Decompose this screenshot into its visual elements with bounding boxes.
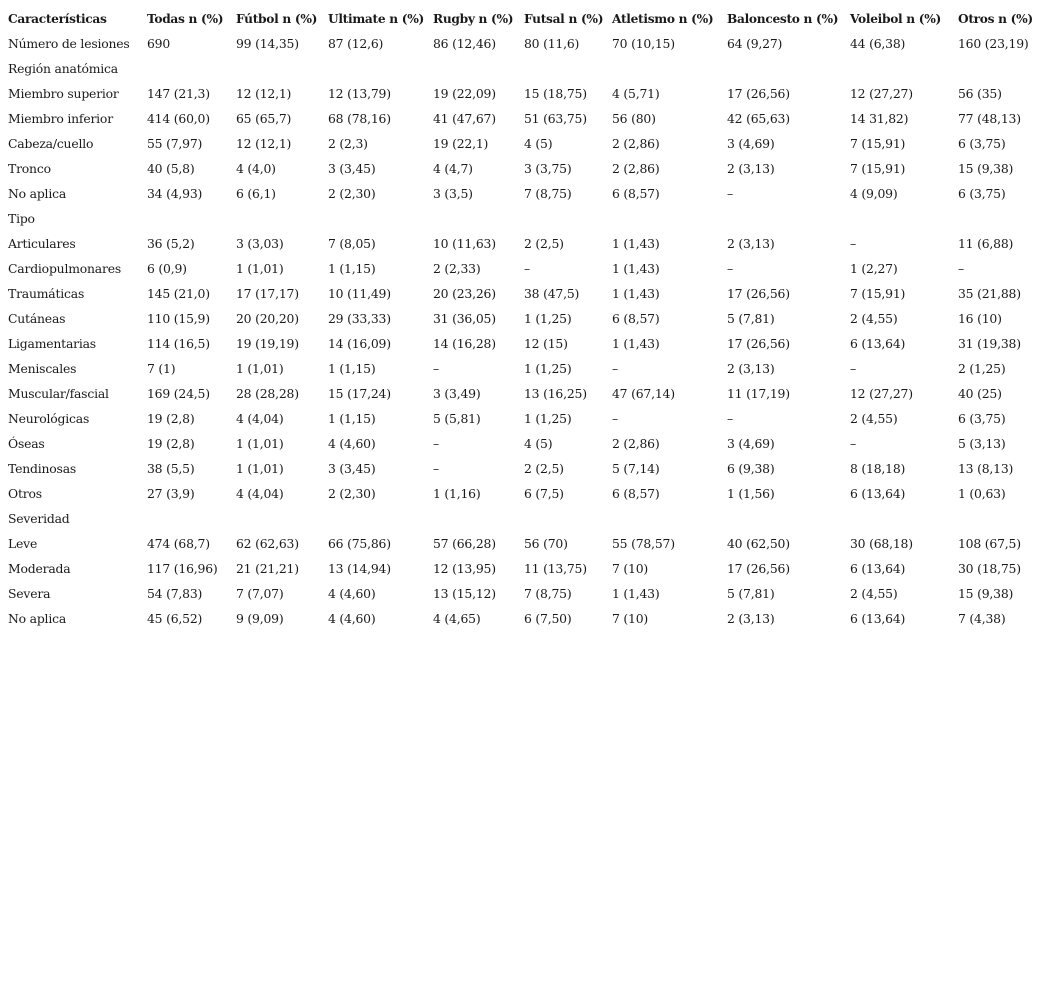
- table-cell: 6 (9,38): [727, 461, 775, 476]
- table-cell: –: [850, 361, 856, 376]
- table-cell: 14 (16,09): [328, 336, 391, 351]
- table-cell: 64 (9,27): [727, 36, 783, 51]
- table-cell: 19 (19,19): [236, 336, 299, 351]
- table-cell: 38 (5,5): [147, 461, 195, 476]
- row-label-cell: Cutáneas: [8, 311, 66, 326]
- table-cell: 4 (4,60): [328, 586, 376, 601]
- table-cell: 6 (13,64): [850, 611, 906, 626]
- table-cell: 13 (8,13): [958, 461, 1014, 476]
- table-cell: 1 (1,25): [524, 311, 572, 326]
- table-cell: 6 (8,57): [612, 186, 660, 201]
- table-cell: 4 (4,7): [433, 161, 473, 176]
- table-cell: [950, 206, 1044, 231]
- table-cell: 12 (13,79): [328, 86, 391, 101]
- table-cell: 2 (2,30): [328, 186, 376, 201]
- table-row: [0, 531, 1044, 556]
- table-cell: 36 (5,2): [147, 236, 195, 251]
- table-cell: 10 (11,49): [328, 286, 391, 301]
- table-cell: [604, 506, 719, 531]
- row-label-cell: Tipo: [8, 211, 35, 226]
- table-body: [0, 31, 1044, 631]
- table-cell: 3 (3,75): [524, 161, 572, 176]
- table-cell: 12 (27,27): [850, 86, 913, 101]
- table-cell: [719, 56, 842, 81]
- table-cell: 6 (7,5): [524, 486, 564, 501]
- table-cell: 2 (2,86): [612, 436, 660, 451]
- table-cell: 6 (3,75): [958, 136, 1006, 151]
- table-cell: 474 (68,7): [147, 536, 210, 551]
- table-cell: 7 (8,75): [524, 186, 572, 201]
- table-row: [0, 231, 1044, 256]
- table-cell: 15 (9,38): [958, 161, 1014, 176]
- table-cell: –: [727, 261, 733, 276]
- table-cell: 5 (5,81): [433, 411, 481, 426]
- table-cell: 7 (15,91): [850, 161, 906, 176]
- column-header: Todas n (%): [147, 11, 224, 26]
- table-row: [0, 256, 1044, 281]
- table-cell: 19 (22,1): [433, 136, 489, 151]
- table-cell: 17 (26,56): [727, 561, 790, 576]
- table-cell: 6 (0,9): [147, 261, 187, 276]
- table-cell: 34 (4,93): [147, 186, 203, 201]
- column-header: Baloncesto n (%): [727, 11, 839, 26]
- table-row: [0, 331, 1044, 356]
- column-header: Ultimate n (%): [328, 11, 424, 26]
- table-cell: [516, 206, 604, 231]
- table-cell: 1 (1,43): [612, 236, 660, 251]
- table-cell: 12 (12,1): [236, 86, 292, 101]
- table-cell: 6 (13,64): [850, 561, 906, 576]
- table-cell: 5 (7,81): [727, 311, 775, 326]
- table-cell: 7 (1): [147, 361, 176, 376]
- table-cell: 6 (13,64): [850, 336, 906, 351]
- table-row: [0, 506, 1044, 531]
- table-cell: [950, 56, 1044, 81]
- table-cell: 4 (4,60): [328, 436, 376, 451]
- table-cell: 4 (5): [524, 136, 553, 151]
- table-cell: 17 (26,56): [727, 336, 790, 351]
- table-cell: 3 (3,45): [328, 161, 376, 176]
- table-cell: 6 (8,57): [612, 311, 660, 326]
- row-label-cell: Cardiopulmonares: [8, 261, 122, 276]
- table-cell: 7 (8,05): [328, 236, 376, 251]
- table-cell: 14 31,82): [850, 111, 909, 126]
- table-cell: 11 (17,19): [727, 386, 790, 401]
- row-label-cell: Tronco: [8, 161, 51, 176]
- table-row: [0, 431, 1044, 456]
- table-cell: 2 (3,13): [727, 611, 775, 626]
- table-cell: 7 (10): [612, 561, 649, 576]
- table-cell: –: [727, 411, 733, 426]
- table-cell: [950, 506, 1044, 531]
- table-cell: [842, 506, 950, 531]
- table-cell: 2 (2,5): [524, 461, 564, 476]
- table-cell: [719, 206, 842, 231]
- table-cell: 66 (75,86): [328, 536, 391, 551]
- row-label-cell: No aplica: [8, 186, 67, 201]
- table-cell: 7 (4,38): [958, 611, 1006, 626]
- table-cell: 1 (1,16): [433, 486, 481, 501]
- table-cell: 2 (2,86): [612, 136, 660, 151]
- table-cell: 57 (66,28): [433, 536, 496, 551]
- table-cell: 1 (1,01): [236, 261, 284, 276]
- table-cell: –: [433, 436, 439, 451]
- table-cell: 55 (78,57): [612, 536, 675, 551]
- table-cell: 114 (16,5): [147, 336, 210, 351]
- table-cell: 2 (3,13): [727, 361, 775, 376]
- table-cell: 4 (5,71): [612, 86, 660, 101]
- row-label-cell: Leve: [8, 536, 38, 551]
- table-cell: [320, 206, 425, 231]
- table-cell: [320, 56, 425, 81]
- row-label-cell: Neurológicas: [8, 411, 90, 426]
- table-cell: 1 (1,43): [612, 586, 660, 601]
- table-cell: 14 (16,28): [433, 336, 496, 351]
- table-cell: 70 (10,15): [612, 36, 675, 51]
- table-cell: 21 (21,21): [236, 561, 299, 576]
- table-cell: 40 (62,50): [727, 536, 790, 551]
- table-cell: 2 (3,13): [727, 236, 775, 251]
- table-cell: –: [524, 261, 530, 276]
- table-cell: 414 (60,0): [147, 111, 210, 126]
- table-cell: 690: [147, 36, 171, 51]
- table-row: [0, 381, 1044, 406]
- table-row: [0, 81, 1044, 106]
- table-cell: [516, 56, 604, 81]
- table-cell: 15 (17,24): [328, 386, 391, 401]
- table-row: [0, 206, 1044, 231]
- table-cell: 2 (1,25): [958, 361, 1006, 376]
- table-cell: 17 (26,56): [727, 86, 790, 101]
- table-cell: 56 (70): [524, 536, 568, 551]
- table-cell: [139, 56, 228, 81]
- table-cell: 6 (8,57): [612, 486, 660, 501]
- table-cell: 28 (28,28): [236, 386, 299, 401]
- table-cell: 117 (16,96): [147, 561, 218, 576]
- table-row: [0, 406, 1044, 431]
- table-cell: [604, 56, 719, 81]
- table-cell: 2 (2,30): [328, 486, 376, 501]
- row-label-cell: Óseas: [8, 436, 45, 451]
- table-cell: 30 (18,75): [958, 561, 1021, 576]
- table-row: [0, 481, 1044, 506]
- table-cell: 1 (0,63): [958, 486, 1006, 501]
- table-cell: 20 (23,26): [433, 286, 496, 301]
- table-cell: 13 (16,25): [524, 386, 587, 401]
- column-header-characteristics: Características: [8, 11, 107, 26]
- table-cell: 13 (14,94): [328, 561, 391, 576]
- table-cell: 6 (3,75): [958, 186, 1006, 201]
- table-cell: 4 (4,60): [328, 611, 376, 626]
- table-cell: 62 (62,63): [236, 536, 299, 551]
- table-cell: 2 (4,55): [850, 586, 898, 601]
- table-cell: 7 (15,91): [850, 136, 906, 151]
- table-row: [0, 556, 1044, 581]
- table-cell: 1 (1,25): [524, 361, 572, 376]
- table-cell: [425, 206, 516, 231]
- table-cell: 4 (5): [524, 436, 553, 451]
- table-cell: 99 (14,35): [236, 36, 299, 51]
- table-cell: 55 (7,97): [147, 136, 203, 151]
- row-label-cell: Número de lesiones: [8, 36, 130, 51]
- row-label-cell: Región anatómica: [8, 61, 118, 76]
- table-cell: 13 (15,12): [433, 586, 496, 601]
- table-cell: 19 (2,8): [147, 436, 195, 451]
- table-cell: 12 (13,95): [433, 561, 496, 576]
- table-cell: 169 (24,5): [147, 386, 210, 401]
- table-cell: 1 (1,01): [236, 461, 284, 476]
- table-cell: 6 (3,75): [958, 411, 1006, 426]
- header-row: [0, 6, 1044, 31]
- row-label-cell: Otros: [8, 486, 42, 501]
- table-cell: 19 (2,8): [147, 411, 195, 426]
- table-cell: 12 (15): [524, 336, 568, 351]
- table-cell: 41 (47,67): [433, 111, 496, 126]
- table-row: [0, 31, 1044, 56]
- table-cell: 110 (15,9): [147, 311, 210, 326]
- table-cell: [516, 506, 604, 531]
- table-cell: 4 (4,04): [236, 411, 284, 426]
- table-cell: 17 (17,17): [236, 286, 299, 301]
- table-cell: 2 (3,13): [727, 161, 775, 176]
- table-cell: 11 (13,75): [524, 561, 587, 576]
- table-cell: [425, 56, 516, 81]
- row-label-cell: No aplica: [8, 611, 67, 626]
- table-cell: –: [958, 261, 964, 276]
- table-cell: [842, 56, 950, 81]
- table-cell: [139, 206, 228, 231]
- table-row: [0, 456, 1044, 481]
- table-cell: 1 (1,56): [727, 486, 775, 501]
- table-cell: 19 (22,09): [433, 86, 496, 101]
- table-cell: 8 (18,18): [850, 461, 906, 476]
- row-label-cell: Articulares: [8, 236, 76, 251]
- table-cell: 3 (3,03): [236, 236, 284, 251]
- table-cell: 4 (9,09): [850, 186, 898, 201]
- injury-table-container: [0, 6, 1044, 631]
- row-label-cell: Severidad: [8, 511, 70, 526]
- table-row: [0, 106, 1044, 131]
- table-cell: 2 (4,55): [850, 411, 898, 426]
- table-cell: [842, 206, 950, 231]
- table-cell: [228, 206, 320, 231]
- table-cell: 2 (4,55): [850, 311, 898, 326]
- table-cell: 40 (25): [958, 386, 1002, 401]
- table-cell: 1 (1,25): [524, 411, 572, 426]
- table-cell: 1 (1,15): [328, 411, 376, 426]
- table-cell: 87 (12,6): [328, 36, 384, 51]
- table-cell: 51 (63,75): [524, 111, 587, 126]
- table-row: [0, 281, 1044, 306]
- table-cell: 1 (1,43): [612, 261, 660, 276]
- table-cell: 160 (23,19): [958, 36, 1029, 51]
- table-cell: 56 (80): [612, 111, 656, 126]
- table-cell: 3 (3,5): [433, 186, 473, 201]
- table-cell: –: [612, 361, 618, 376]
- table-cell: 68 (78,16): [328, 111, 391, 126]
- table-cell: 5 (7,14): [612, 461, 660, 476]
- table-cell: 1 (1,15): [328, 361, 376, 376]
- row-label-cell: Miembro superior: [8, 86, 119, 101]
- table-row: [0, 156, 1044, 181]
- table-cell: 4 (4,65): [433, 611, 481, 626]
- row-label-cell: Moderada: [8, 561, 71, 576]
- table-cell: 20 (20,20): [236, 311, 299, 326]
- table-cell: 15 (9,38): [958, 586, 1014, 601]
- table-cell: 12 (27,27): [850, 386, 913, 401]
- table-cell: 11 (6,88): [958, 236, 1014, 251]
- table-cell: 2 (2,3): [328, 136, 368, 151]
- row-label-cell: Tendinosas: [8, 461, 77, 476]
- table-cell: 7 (7,07): [236, 586, 284, 601]
- table-cell: 35 (21,88): [958, 286, 1021, 301]
- table-cell: 30 (68,18): [850, 536, 913, 551]
- table-row: [0, 181, 1044, 206]
- table-cell: 145 (21,0): [147, 286, 210, 301]
- table-cell: 9 (9,09): [236, 611, 284, 626]
- column-header: Futsal n (%): [524, 11, 604, 26]
- table-cell: 7 (15,91): [850, 286, 906, 301]
- table-cell: 3 (4,69): [727, 436, 775, 451]
- column-header: Voleibol n (%): [850, 11, 942, 26]
- column-header: Atletismo n (%): [612, 11, 714, 26]
- table-cell: 29 (33,33): [328, 311, 391, 326]
- table-cell: 1 (1,01): [236, 361, 284, 376]
- row-label-cell: Traumáticas: [8, 286, 85, 301]
- table-cell: 7 (10): [612, 611, 649, 626]
- table-cell: 1 (1,43): [612, 336, 660, 351]
- table-cell: 147 (21,3): [147, 86, 210, 101]
- table-cell: [604, 206, 719, 231]
- injury-characteristics-table: [0, 6, 1044, 631]
- table-cell: 54 (7,83): [147, 586, 203, 601]
- table-cell: [228, 506, 320, 531]
- table-cell: 80 (11,6): [524, 36, 580, 51]
- table-cell: [425, 506, 516, 531]
- row-label-cell: Ligamentarias: [8, 336, 96, 351]
- table-cell: [320, 506, 425, 531]
- table-cell: 16 (10): [958, 311, 1002, 326]
- table-row: [0, 581, 1044, 606]
- table-cell: 65 (65,7): [236, 111, 292, 126]
- column-header: Otros n (%): [958, 11, 1033, 26]
- table-cell: 31 (36,05): [433, 311, 496, 326]
- table-row: [0, 606, 1044, 631]
- table-cell: –: [433, 361, 439, 376]
- table-cell: 10 (11,63): [433, 236, 496, 251]
- table-cell: –: [433, 461, 439, 476]
- table-cell: 4 (4,04): [236, 486, 284, 501]
- table-cell: –: [727, 186, 733, 201]
- table-cell: 6 (7,50): [524, 611, 572, 626]
- row-label-cell: Miembro inferior: [8, 111, 113, 126]
- table-cell: 40 (5,8): [147, 161, 195, 176]
- table-cell: 38 (47,5): [524, 286, 580, 301]
- table-cell: 2 (2,33): [433, 261, 481, 276]
- row-label-cell: Meniscales: [8, 361, 77, 376]
- table-cell: 4 (4,0): [236, 161, 276, 176]
- table-cell: 5 (3,13): [958, 436, 1006, 451]
- table-cell: [228, 56, 320, 81]
- table-cell: 3 (4,69): [727, 136, 775, 151]
- table-cell: 3 (3,49): [433, 386, 481, 401]
- table-row: [0, 306, 1044, 331]
- table-cell: [719, 506, 842, 531]
- table-cell: 2 (2,5): [524, 236, 564, 251]
- table-cell: 12 (12,1): [236, 136, 292, 151]
- table-cell: 44 (6,38): [850, 36, 906, 51]
- table-cell: 5 (7,81): [727, 586, 775, 601]
- table-cell: 47 (67,14): [612, 386, 675, 401]
- table-cell: 17 (26,56): [727, 286, 790, 301]
- table-cell: 1 (1,01): [236, 436, 284, 451]
- table-cell: 6 (6,1): [236, 186, 276, 201]
- column-header: Rugby n (%): [433, 11, 514, 26]
- table-cell: 1 (1,43): [612, 286, 660, 301]
- table-cell: 86 (12,46): [433, 36, 496, 51]
- table-cell: 6 (13,64): [850, 486, 906, 501]
- table-row: [0, 131, 1044, 156]
- row-label-cell: Muscular/fascial: [8, 386, 109, 401]
- table-cell: 2 (2,86): [612, 161, 660, 176]
- table-row: [0, 56, 1044, 81]
- table-header: [0, 6, 1044, 31]
- table-cell: 7 (8,75): [524, 586, 572, 601]
- table-cell: –: [850, 436, 856, 451]
- table-cell: –: [612, 411, 618, 426]
- row-label-cell: Cabeza/cuello: [8, 136, 94, 151]
- table-cell: 27 (3,9): [147, 486, 195, 501]
- table-cell: [139, 506, 228, 531]
- table-cell: –: [850, 236, 856, 251]
- table-cell: 56 (35): [958, 86, 1002, 101]
- table-cell: 108 (67,5): [958, 536, 1021, 551]
- table-cell: 1 (2,27): [850, 261, 898, 276]
- column-header: Fútbol n (%): [236, 11, 318, 26]
- row-label-cell: Severa: [8, 586, 51, 601]
- table-cell: 15 (18,75): [524, 86, 587, 101]
- table-cell: 3 (3,45): [328, 461, 376, 476]
- table-cell: 45 (6,52): [147, 611, 203, 626]
- table-cell: 77 (48,13): [958, 111, 1021, 126]
- table-cell: 31 (19,38): [958, 336, 1021, 351]
- table-cell: 1 (1,15): [328, 261, 376, 276]
- table-row: [0, 356, 1044, 381]
- table-cell: 42 (65,63): [727, 111, 790, 126]
